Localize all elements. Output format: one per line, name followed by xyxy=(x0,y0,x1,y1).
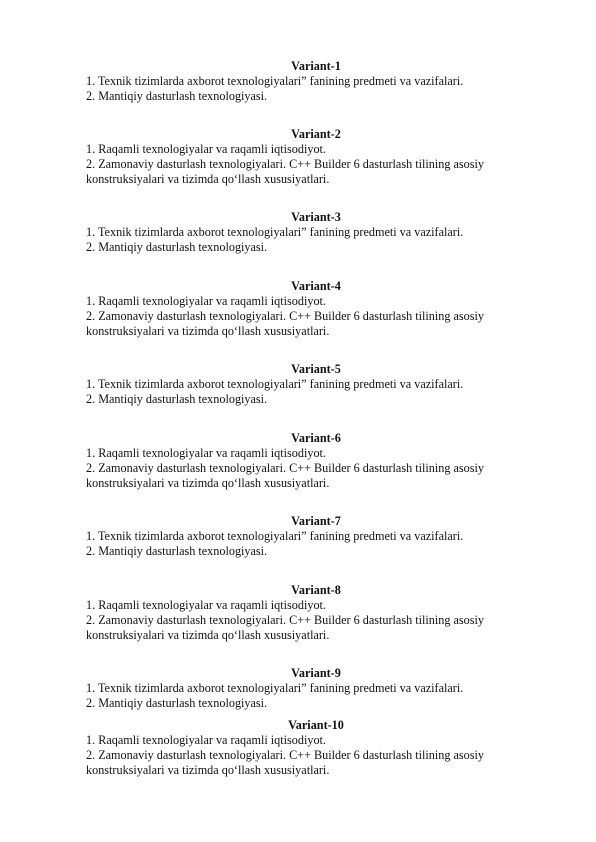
question-line: 2. Zamonaviy dasturlash texnologiyalari. C++ Builder 6 dasturlash tilining asosiy xyxy=(86,613,484,627)
question-line-continuation: konstruksiyalari va tizimda qo‘llash xususiyatlari. xyxy=(86,476,330,490)
variant-block-9 xyxy=(86,665,506,711)
question-line-continuation: konstruksiyalari va tizimda qo‘llash xususiyatlari. xyxy=(86,172,330,186)
question-line: 1. Texnik tizimlarda axborot texnologiyalari” fanining predmeti va vazifalari. xyxy=(86,529,464,543)
question-line: 2. Zamonaviy dasturlash texnologiyalari. C++ Builder 6 dasturlash tilining asosiy xyxy=(86,748,484,762)
variant-title: Variant-9 xyxy=(291,666,341,680)
variant-block-5 xyxy=(86,361,506,407)
variant-title: Variant-6 xyxy=(291,431,341,445)
variant-title: Variant-8 xyxy=(291,583,341,597)
variant-block-3 xyxy=(86,209,506,255)
variant-title: Variant-4 xyxy=(291,279,341,293)
variant-title: Variant-2 xyxy=(291,127,341,141)
question-line: 2. Mantiqiy dasturlash texnologiyasi. xyxy=(86,696,268,710)
question-line: 2. Mantiqiy dasturlash texnologiyasi. xyxy=(86,544,268,558)
question-line: 1. Raqamli texnologiyalar va raqamli iqtisodiyot. xyxy=(86,598,326,612)
variant-title: Variant-1 xyxy=(291,59,341,73)
question-line: 2. Mantiqiy dasturlash texnologiyasi. xyxy=(86,240,268,254)
question-line: 2. Zamonaviy dasturlash texnologiyalari. C++ Builder 6 dasturlash tilining asosiy xyxy=(86,461,484,475)
variant-block-2 xyxy=(86,126,506,187)
variant-title: Variant-7 xyxy=(291,514,341,528)
question-line: 1. Raqamli texnologiyalar va raqamli iqtisodiyot. xyxy=(86,294,326,308)
variant-block-7 xyxy=(86,513,506,559)
question-line: 1. Texnik tizimlarda axborot texnologiyalari” fanining predmeti va vazifalari. xyxy=(86,377,464,391)
variant-block-6 xyxy=(86,430,506,491)
question-line: 1. Raqamli texnologiyalar va raqamli iqtisodiyot. xyxy=(86,446,326,460)
variant-block-1 xyxy=(86,58,506,104)
variant-block-8 xyxy=(86,582,506,643)
question-line: 2. Zamonaviy dasturlash texnologiyalari. C++ Builder 6 dasturlash tilining asosiy xyxy=(86,157,484,171)
variant-title: Variant-10 xyxy=(288,718,344,732)
question-line: 1. Texnik tizimlarda axborot texnologiyalari” fanining predmeti va vazifalari. xyxy=(86,681,464,695)
question-line: 2. Mantiqiy dasturlash texnologiyasi. xyxy=(86,89,268,103)
question-line: 1. Texnik tizimlarda axborot texnologiyalari” fanining predmeti va vazifalari. xyxy=(86,74,464,88)
question-line: 2. Zamonaviy dasturlash texnologiyalari. C++ Builder 6 dasturlash tilining asosiy xyxy=(86,309,484,323)
question-line: 1. Raqamli texnologiyalar va raqamli iqtisodiyot. xyxy=(86,733,326,747)
variant-title: Variant-3 xyxy=(291,210,341,224)
variant-block-10 xyxy=(86,717,506,778)
question-line: 2. Mantiqiy dasturlash texnologiyasi. xyxy=(86,392,268,406)
question-line-continuation: konstruksiyalari va tizimda qo‘llash xususiyatlari. xyxy=(86,628,330,642)
variant-block-4 xyxy=(86,278,506,339)
question-line: 1. Texnik tizimlarda axborot texnologiyalari” fanining predmeti va vazifalari. xyxy=(86,225,464,239)
variant-title: Variant-5 xyxy=(291,362,341,376)
question-line: 1. Raqamli texnologiyalar va raqamli iqtisodiyot. xyxy=(86,142,326,156)
question-line-continuation: konstruksiyalari va tizimda qo‘llash xususiyatlari. xyxy=(86,763,330,777)
question-line-continuation: konstruksiyalari va tizimda qo‘llash xususiyatlari. xyxy=(86,324,330,338)
